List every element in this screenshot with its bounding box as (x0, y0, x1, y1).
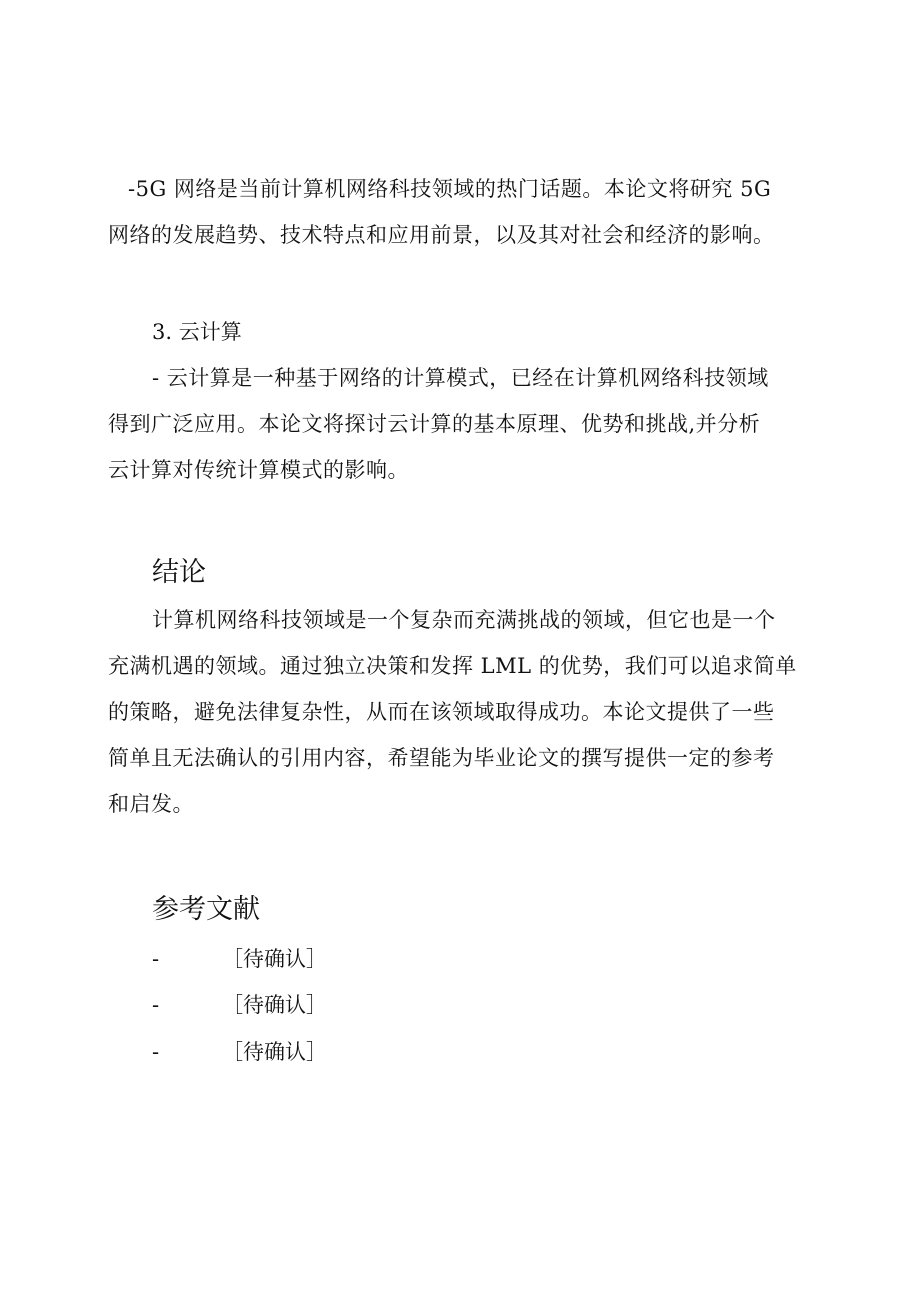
paragraph-line: 充满机遇的领域。通过独立决策和发挥 LML 的优势，我们可以追求简单 (108, 654, 797, 678)
reference-dash: - (152, 947, 160, 971)
reference-dash: - (152, 993, 160, 1017)
paragraph-line: - 云计算是一种基于网络的计算模式，已经在计算机网络科技领域 (152, 366, 769, 390)
reference-text: ［待确认］ (222, 993, 327, 1017)
paragraph-line: 的策略，避免法律复杂性，从而在该领域取得成功。本论文提供了一些 (108, 700, 775, 724)
reference-item (152, 1032, 327, 1072)
paragraph-line: 简单且无法确认的引用内容，希望能为毕业论文的撰写提供一定的参考 (108, 746, 775, 770)
paragraph-line: 和启发。 (108, 792, 194, 816)
paragraph-cloud (108, 355, 828, 493)
paragraph-5g (108, 166, 828, 258)
heading-references: 参考文献 (152, 894, 260, 925)
paragraph-line: 得到广泛应用。本论文将探讨云计算的基本原理、优势和挑战,并分析 (108, 412, 761, 436)
paragraph-line: -5G 网络是当前计算机网络科技领域的热门话题。本论文将研究 5G (128, 177, 772, 201)
heading-conclusion: 结论 (152, 557, 206, 588)
reference-item (152, 985, 327, 1025)
section-heading-cloud: 3. 云计算 (152, 320, 242, 344)
paragraph-line: 云计算对传统计算模式的影响。 (108, 458, 409, 482)
paragraph-line: 计算机网络科技领域是一个复杂而充满挑战的领域，但它也是一个 (152, 608, 776, 632)
paragraph-line: 网络的发展趋势、技术特点和应用前景，以及其对社会和经济的影响。 (108, 223, 775, 247)
reference-text: ［待确认］ (222, 947, 327, 971)
reference-text: ［待确认］ (222, 1040, 327, 1064)
reference-dash: - (152, 1040, 160, 1064)
reference-item (152, 939, 327, 979)
paragraph-conclusion (108, 597, 828, 827)
